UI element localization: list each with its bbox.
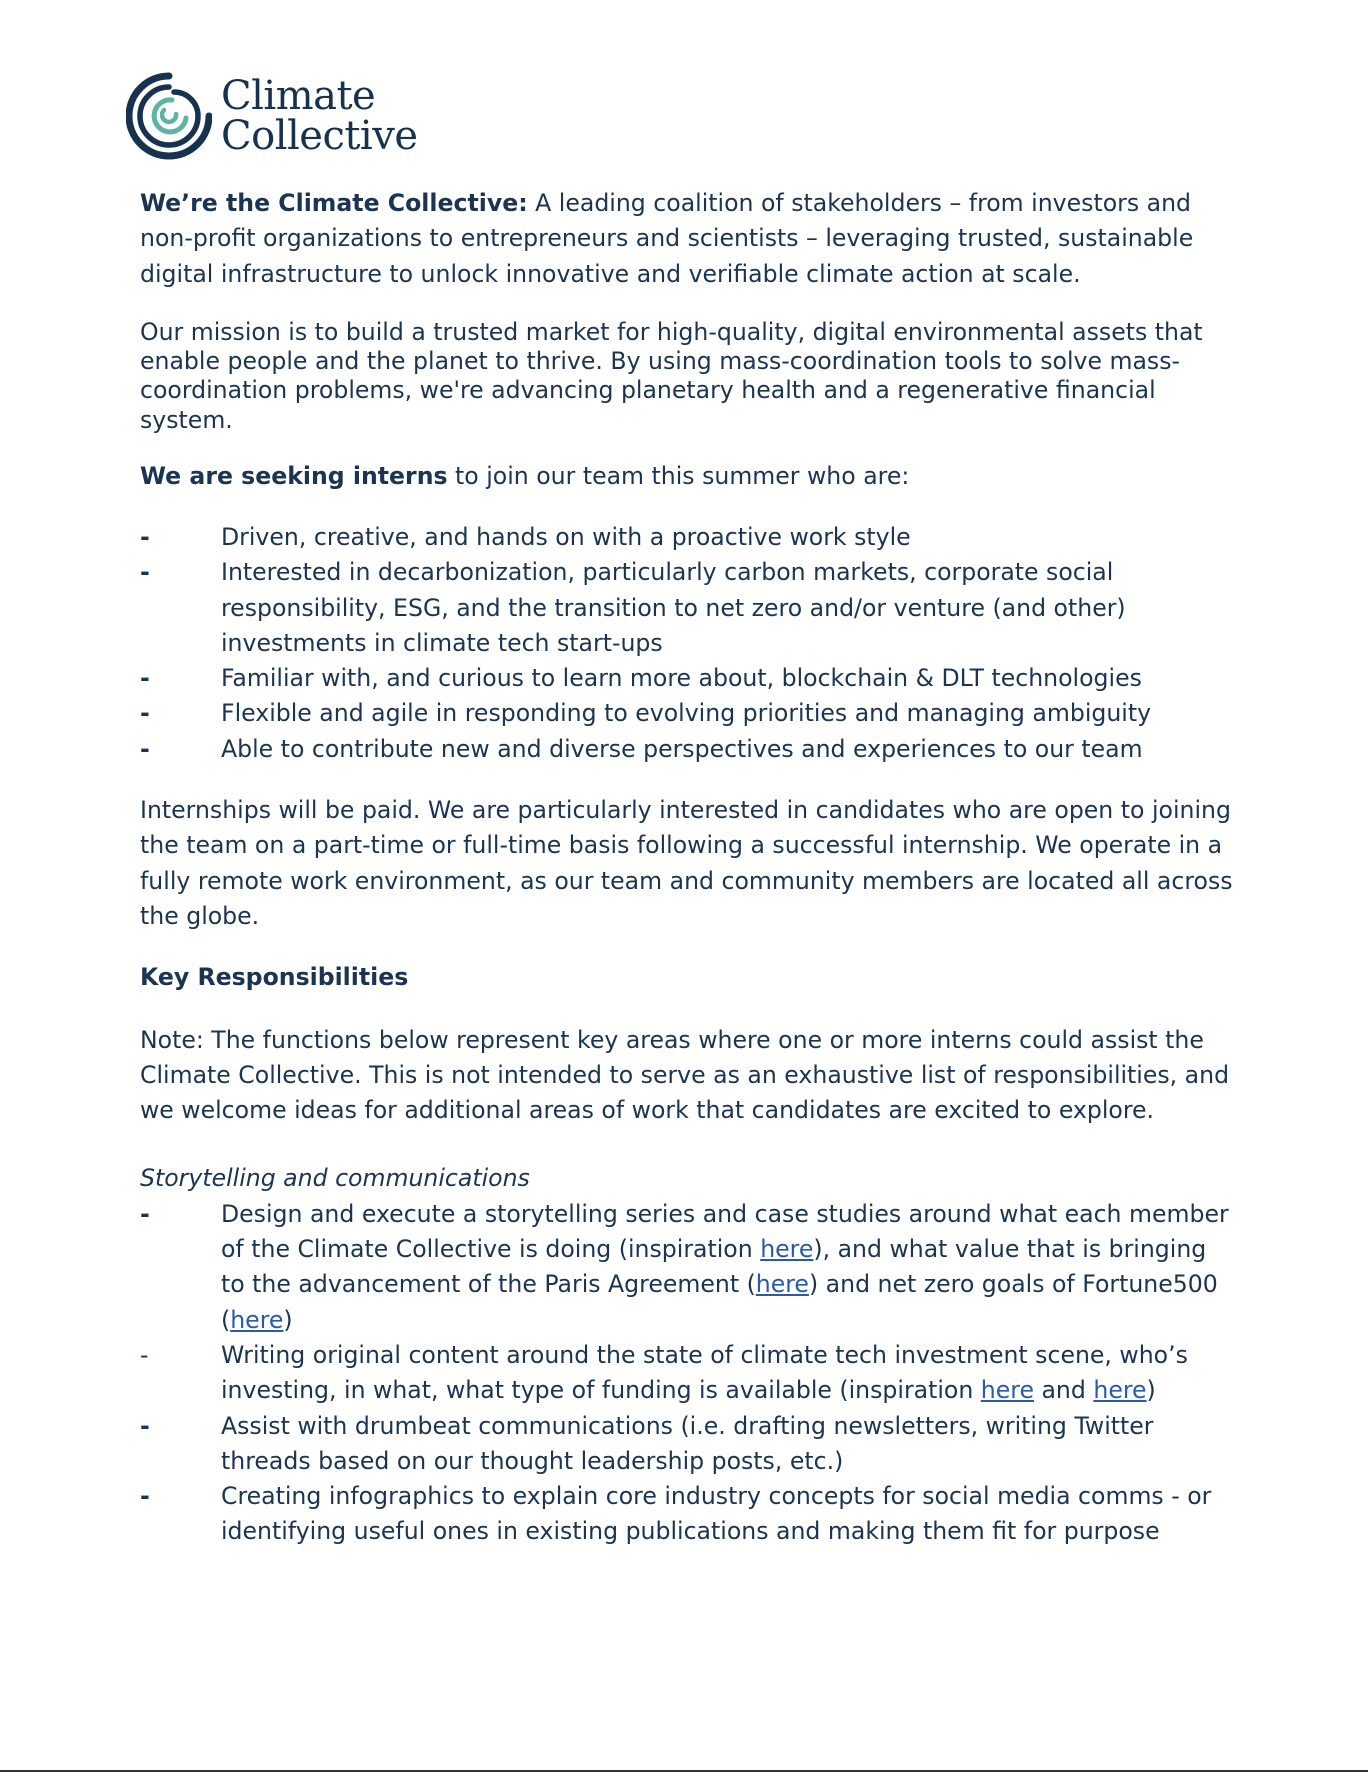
list-item-text: Familiar with, and curious to learn more about, blockchain & DLT technologies	[221, 664, 1142, 693]
bullet-dash: -	[140, 1340, 149, 1369]
list-item	[140, 520, 1235, 555]
inspiration-link[interactable]: here	[760, 1235, 814, 1264]
bullet-dash: -	[140, 734, 150, 763]
text-fragment: )	[283, 1305, 293, 1334]
list-item	[140, 1197, 1235, 1338]
list-item-text: Creating infographics to explain core industry concepts for social media comms - or identifying useful ones in existing publications and making them fit for purpose	[221, 1482, 1212, 1546]
list-item	[140, 1338, 1235, 1409]
list-item	[140, 1479, 1235, 1550]
intro-bold: We’re the Climate Collective:	[140, 189, 528, 217]
inspiration-link-1[interactable]: here	[980, 1376, 1034, 1405]
bullet-dash: -	[140, 699, 150, 728]
swirl-logo-icon	[126, 70, 212, 162]
text-fragment: Design and execute a storytelling series and case studies around what each member of the Climate Collective is doing (inspiration	[221, 1199, 1229, 1264]
bullet-dash: -	[140, 664, 150, 693]
inspiration-link-2[interactable]: here	[1093, 1376, 1147, 1405]
qualities-list	[140, 520, 1235, 767]
mission-paragraph: Our mission is to build a trusted market for high-quality, digital environmental assets that enable people and the planet to thrive. By using mass-coordination tools to solve mass-coordination problems, we're advancing planetary health and a regenerative financial system.	[140, 317, 1203, 434]
bullet-dash: -	[140, 523, 150, 551]
bullet-dash: -	[140, 1482, 150, 1511]
paris-agreement-link[interactable]: here	[755, 1270, 809, 1299]
logo-line-2: Collective	[221, 113, 418, 159]
storytelling-list	[140, 1197, 1235, 1550]
note-paragraph: Note: The functions below represent key areas where one or more interns could assist the Climate Collective. This is not intended to serve as an exhaustive list of responsibilities, and we welcome ideas for additional areas of work that candidates are excited to explore.	[140, 1025, 1230, 1125]
fortune500-link[interactable]: here	[230, 1305, 284, 1334]
list-item-text: Able to contribute new and diverse perspectives and experiences to our team	[221, 734, 1143, 763]
bullet-dash: -	[140, 1199, 150, 1228]
text-fragment: ) and net zero goals of Fortune500 (	[221, 1270, 1218, 1334]
list-item-text: Interested in decarbonization, particularly carbon markets, corporate social responsibility, ESG, and the transition to net zero and/or venture (and other) investments in climate tech start-ups	[221, 558, 1126, 657]
list-item	[140, 661, 1235, 696]
list-item	[140, 1409, 1235, 1480]
text-fragment: Writing original content around the state of climate tech investment scene, who’s investing, in what, what type of funding is available (inspiration	[221, 1340, 1188, 1405]
intro-text: A leading coalition of stakeholders – from investors and non-profit organizations to entrepreneurs and scientists – leveraging trusted, sustainable digital infrastructure to unlock innovative and verifiable climate action at scale.	[140, 189, 1194, 288]
text-fragment: and	[1033, 1376, 1094, 1405]
list-item	[140, 555, 1235, 661]
list-item-text: Flexible and agile in responding to evolving priorities and managing ambiguity	[221, 699, 1152, 728]
logo-wordmark	[221, 73, 418, 159]
seeking-bold: We are seeking interns	[140, 461, 448, 490]
text-fragment: )	[1146, 1376, 1156, 1405]
bullet-dash: -	[140, 558, 150, 587]
list-item-text: Assist with drumbeat communications (i.e. drafting newsletters, writing Twitter threads based on our thought leadership posts, etc.)	[221, 1411, 1154, 1475]
list-item-text: Driven, creative, and hands on with a proactive work style	[221, 523, 911, 551]
document-body	[140, 186, 1235, 1550]
seeking-text: to join our team this summer who are:	[447, 461, 910, 490]
list-item	[140, 732, 1235, 767]
internship-paid-paragraph: Internships will be paid. We are particularly interested in candidates who are open to joining the team on a part-time or full-time basis following a successful internship. We operate in a fully remote work environment, as our team and community members are located all across the globe.	[140, 796, 1233, 930]
bullet-dash: -	[140, 1411, 150, 1440]
key-responsibilities-heading: Key Responsibilities	[140, 963, 409, 992]
seeking-paragraph	[140, 459, 1235, 494]
logo-line-1: Climate	[221, 73, 376, 119]
text-fragment: ), and what value that is bringing to the advancement of the Paris Agreement (	[221, 1235, 1207, 1299]
storytelling-subheading: Storytelling and communications	[140, 1164, 530, 1193]
list-item	[140, 696, 1235, 731]
intro-paragraph	[140, 186, 1235, 292]
